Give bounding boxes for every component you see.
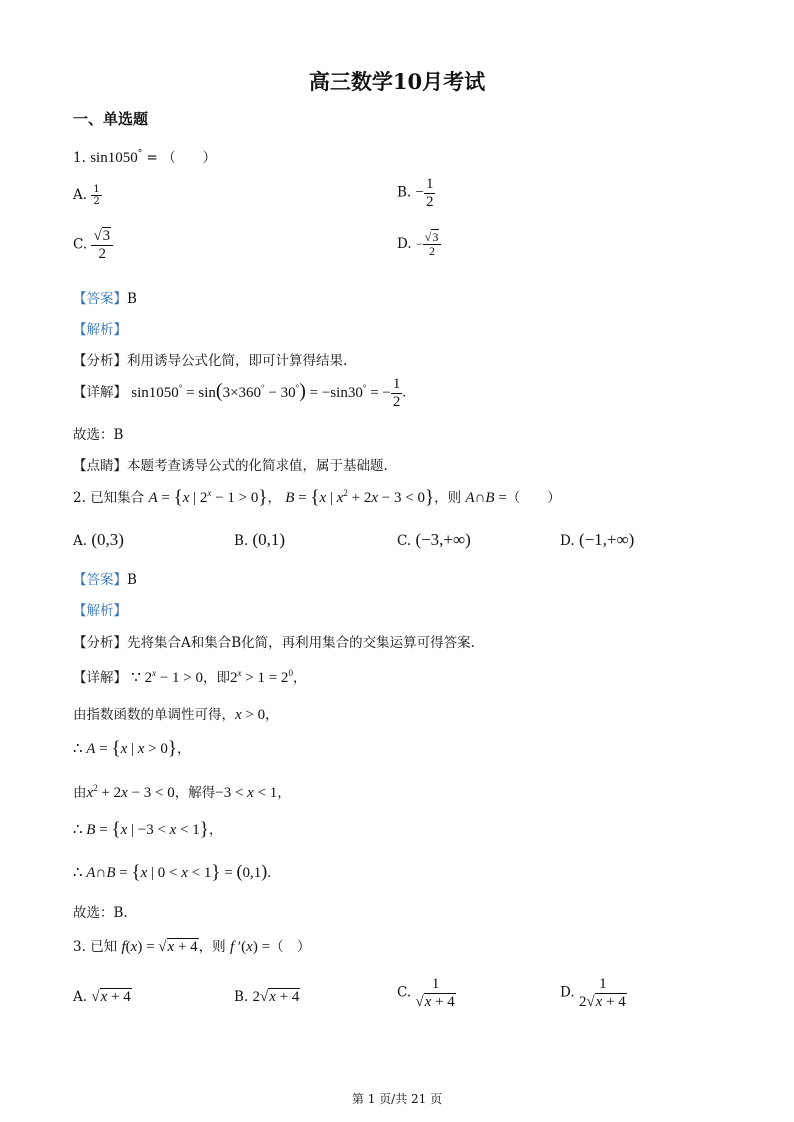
line-text: 由指数函数的单调性可得， <box>73 707 235 723</box>
option-label: D. <box>560 533 575 549</box>
option-label: C. <box>397 533 412 549</box>
q3-option-a[interactable]: A. √x + 4 <box>73 989 131 1005</box>
q1-guxuan: 故选：B <box>73 427 124 443</box>
question-paren: （ ） <box>506 490 561 506</box>
fraction-sqrt3-over-2: $\frac{√3}{2}$ <box>91 228 113 262</box>
q1-answer <box>73 287 137 307</box>
question-1-stem <box>73 146 216 167</box>
question-number: 3. <box>73 939 86 955</box>
option-label: A. <box>73 533 88 549</box>
q3-option-b[interactable]: B. 2√x + 4 <box>234 989 300 1005</box>
option-label: D. <box>560 984 575 1001</box>
fenxi-text: 利用诱导公式化简，即可计算得结果. <box>127 353 348 369</box>
stem-text: 已知 <box>90 939 118 955</box>
xiangjie-text: ，即 <box>203 670 231 686</box>
question-number: 2. <box>73 490 86 506</box>
fenxi-text: 先将集合A和集合B化简，再利用集合的交集运算可得答案. <box>127 635 475 651</box>
question-2-stem: 2. 已知集合 A = {x | $2^x - 1 > 0$}， B = {x | $x^2 + 2x - 3 < 0$}，则 A∩B =（ ） <box>73 487 561 508</box>
q2-option-a[interactable] <box>73 530 124 550</box>
option-label: A. <box>73 989 88 1005</box>
fraction-one-half: $\frac{1}{2}$ <box>425 176 434 210</box>
option-value: (0,3) <box>91 530 124 549</box>
q2-line-intersection: ∴ A∩B = {x | 0 < x < 1} = (0,1). <box>73 861 271 883</box>
option-label: C. <box>397 984 412 1001</box>
q2-option-c[interactable] <box>397 530 471 550</box>
dianjing-text: 本题考查诱导公式的化简求值，属于基础题. <box>127 458 388 474</box>
option-value: (−1,+∞) <box>578 530 635 549</box>
stem-text: ，则 <box>434 490 462 506</box>
q2-xiangjie: 【详解】 ∵ $2^x - 1 > 0$，即$2^x > 1 = 2^0$， <box>73 668 307 686</box>
fraction-one-half: $\frac{1}{2}$ <box>93 184 100 207</box>
q2-line-zhishu: 由指数函数的单调性可得，x > 0， <box>73 707 279 723</box>
q1-fenxi <box>73 349 347 369</box>
answer-tag: 【答案】 <box>73 572 127 588</box>
q3-option-c[interactable]: C. $\frac{1}{√x + 4}$ <box>397 976 455 1010</box>
stem-text: ，则 <box>198 939 226 955</box>
option-label: B. <box>234 989 249 1005</box>
answer-value: B <box>127 572 137 588</box>
option-label: C. <box>73 236 88 253</box>
q1-option-d[interactable]: D. − $\frac{√3}{2}$ <box>397 231 441 258</box>
q2-answer <box>73 568 137 588</box>
q2-line-set-b: ∴ B = {x | −3 < x < 1}， <box>73 819 223 840</box>
xiangjie-tag: 【详解】 <box>73 670 127 686</box>
line-text: 由 <box>73 785 87 801</box>
option-label: B. <box>234 533 249 549</box>
line-text: ，解得 <box>174 785 216 801</box>
page-title: 高三数学10月考试 <box>308 69 486 94</box>
fraction-sqrt3-over-2: $\frac{√3}{2}$ <box>423 231 442 258</box>
option-label: B. <box>397 184 412 201</box>
question-3-stem: 3. 已知 f(x) = √x + 4，则 f ′(x) =（ ） <box>73 939 311 955</box>
q1-option-b[interactable]: B. − $\frac{1}{2}$ <box>397 176 434 210</box>
q2-guxuan: 故选：B. <box>73 905 128 921</box>
answer-value: B <box>127 291 137 307</box>
question-paren: = （ ） <box>142 150 217 166</box>
q2-jiexi-tag: 【解析】 <box>73 603 127 619</box>
q1-jiexi-tag: 【解析】 <box>73 322 127 338</box>
option-value: (−3,+∞) <box>415 530 471 549</box>
option-label: A. <box>73 187 88 203</box>
q3-option-d[interactable]: D. $\frac{1}{2√x + 4}$ <box>560 976 626 1010</box>
q1-dianjing <box>73 454 388 474</box>
q2-option-d[interactable] <box>560 530 634 550</box>
fenxi-tag: 【分析】 <box>73 353 127 369</box>
q1-xiangjie: 【详解】 sin1050° = sin(3×360° − 30°) = −sin30° = − $\frac{1}{2}$ . <box>73 376 407 410</box>
q1-option-c[interactable] <box>73 228 113 262</box>
q2-line-set-a: ∴ A = {x | x > 0}， <box>73 738 191 759</box>
answer-tag: 【答案】 <box>73 291 127 307</box>
section-heading: 一、单选题 <box>73 110 149 128</box>
stem-text: 已知集合 <box>90 490 145 506</box>
fenxi-tag: 【分析】 <box>73 635 127 651</box>
question-paren: （ ） <box>270 939 311 955</box>
question-number: 1. <box>73 150 86 166</box>
dianjing-tag: 【点睛】 <box>73 458 127 474</box>
option-label: D. <box>397 236 412 253</box>
math-expr: sin1050 <box>90 150 138 166</box>
q1-option-a[interactable] <box>73 184 102 207</box>
xiangjie-tag: 【详解】 <box>73 384 127 401</box>
page-footer: 第 1 页/共 21 页 <box>351 1092 443 1106</box>
degree-sign: ° <box>137 149 143 159</box>
option-value: (0,1) <box>252 530 286 549</box>
q2-line-solve: 由$x^2 + 2x - 3 < 0$，解得−3 < x < 1， <box>73 783 291 801</box>
q2-fenxi <box>73 631 475 651</box>
q2-option-b[interactable] <box>234 530 285 550</box>
